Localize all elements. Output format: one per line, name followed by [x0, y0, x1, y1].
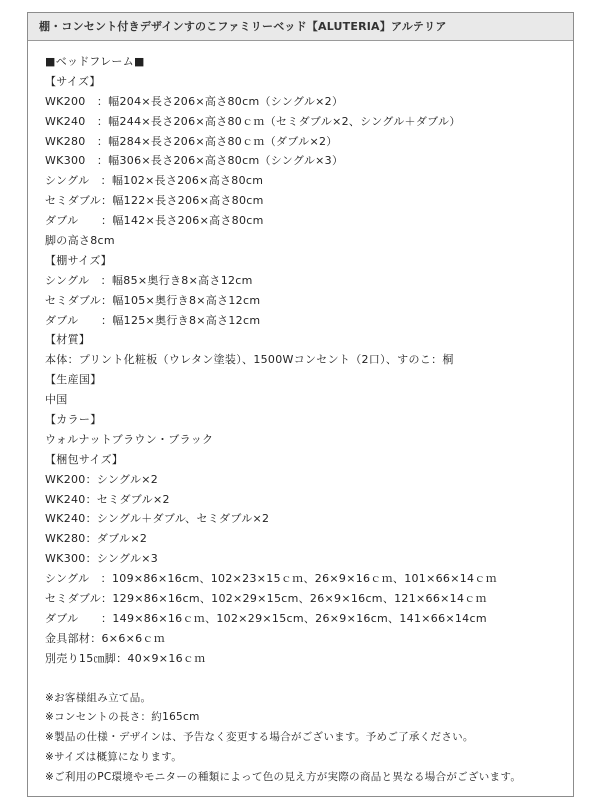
spec-line: セミダブル：幅122×長さ206×高さ80cm — [45, 194, 264, 208]
spec-line: ウォルナットブラウン・ブラック — [45, 432, 214, 446]
spec-line: ダブル ：幅142×長さ206×高さ80cm — [45, 214, 264, 228]
spec-line: WK280：ダブル×2 — [45, 532, 148, 546]
spec-line: WK280 ：幅284×長さ206×高さ80ｃｍ（ダブル×2） — [45, 134, 338, 148]
spec-line: 中国 — [45, 393, 68, 407]
spec-line: ダブル ：幅125×奥行き8×高さ12cm — [45, 313, 261, 327]
spec-line: WK240：セミダブル×2 — [45, 492, 170, 506]
spec-content — [28, 41, 573, 788]
spec-panel — [27, 12, 574, 797]
spec-line: ダブル ：149×86×16ｃｍ、102×29×15cm、26×9×16cm、141×66×14cm — [45, 611, 487, 625]
spec-line: WK300 ：幅306×長さ206×高さ80cm（シングル×3） — [45, 154, 344, 168]
note-line: ※ご利用のPC環境やモニターの種類によって色の見え方が実際の商品と異なる場合がございます。 — [45, 771, 522, 784]
section-heading-size: 【サイズ】 — [45, 74, 101, 88]
section-heading-bed-frame: ■ベッドフレーム■ — [45, 55, 145, 68]
panel-title: 棚・コンセント付きデザインすのこファミリーベッド【ALUTERIA】アルテリア — [28, 13, 573, 41]
spec-line: セミダブル：幅105×奥行き8×高さ12cm — [45, 293, 261, 307]
note-line: ※コンセントの長さ：約165cm — [45, 711, 200, 724]
note-line: ※製品の仕様・デザインは、予告なく変更する場合がございます。予めご了承ください。 — [45, 731, 474, 744]
section-heading-material: 【材質】 — [45, 333, 91, 347]
spec-line: 金具部材：6×6×6ｃｍ — [45, 631, 166, 645]
section-heading-origin: 【生産国】 — [45, 373, 102, 387]
spec-line: シングル ：109×86×16cm、102×23×15ｃｍ、26×9×16ｃｍ、101×66×14ｃｍ — [45, 572, 497, 586]
spec-line: WK240：シングル＋ダブル、セミダブル×2 — [45, 512, 270, 526]
spec-line: 本体：プリント化粧板（ウレタン塗装）、1500Wコンセント（2口）、すのこ：桐 — [45, 353, 454, 367]
notes-list — [45, 689, 573, 788]
spec-line: WK300：シングル×3 — [45, 552, 159, 566]
spec-line: 別売り15㎝脚：40×9×16ｃｍ — [45, 651, 206, 665]
spacer — [45, 669, 573, 689]
spec-line: WK200：シングル×2 — [45, 472, 159, 486]
spec-line: シングル ：幅85×奥行き8×高さ12cm — [45, 273, 253, 287]
spec-line: シングル ：幅102×長さ206×高さ80cm — [45, 174, 264, 188]
spec-line: WK200 ：幅204×長さ206×高さ80cm（シングル×2） — [45, 94, 344, 108]
section-heading-shelf-size: 【棚サイズ】 — [45, 253, 112, 267]
note-line: ※サイズは概算になります。 — [45, 751, 183, 764]
spec-line: セミダブル：129×86×16cm、102×29×15cm、26×9×16cm、121×66×14ｃｍ — [45, 592, 487, 606]
section-heading-package-size: 【梱包サイズ】 — [45, 452, 124, 466]
spec-line: WK240 ：幅244×長さ206×高さ80ｃｍ（セミダブル×2、シングル＋ダブル） — [45, 114, 461, 128]
spec-line: 脚の高さ8cm — [45, 234, 115, 248]
note-line: ※お客様組み立て品。 — [45, 691, 152, 704]
section-heading-color: 【カラー】 — [45, 413, 102, 427]
spec-list — [45, 52, 573, 669]
